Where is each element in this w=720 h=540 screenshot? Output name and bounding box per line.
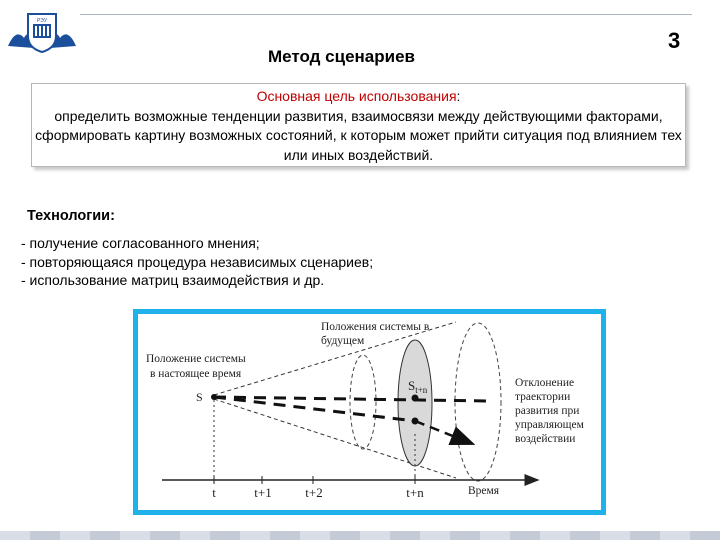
point-future bbox=[412, 395, 419, 402]
label-deviation-line: Отклонение bbox=[515, 377, 575, 389]
goal-text: определить возможные тенденции развития, взаимосвязи между действующими факторами, сформировать картину возможных состояний, к которым может прийти ситуация под влиянием тех или иных воздействий. bbox=[35, 107, 682, 163]
slide-title: Метод сценариев bbox=[268, 47, 415, 66]
label-point-stn: $S_{t+n}$ bbox=[408, 378, 428, 395]
scenario-diagram-frame bbox=[133, 309, 606, 515]
university-emblem-icon bbox=[4, 8, 80, 54]
cone-section-ellipse bbox=[350, 355, 376, 449]
label-deviation-line: развития при bbox=[515, 405, 580, 417]
tick-label-t: t bbox=[212, 485, 216, 500]
label-point-s: S bbox=[196, 390, 203, 404]
goal-heading-line bbox=[32, 87, 685, 107]
label-present-state-line1: Положение системы bbox=[146, 353, 246, 365]
goal-heading-colon: : bbox=[456, 88, 461, 104]
technology-item: - получение согласованного мнения; bbox=[21, 235, 260, 251]
scenario-cone-diagram bbox=[138, 314, 601, 510]
point-present bbox=[211, 394, 217, 400]
tick-label-t2: t+2 bbox=[305, 485, 323, 500]
tick-label-t1: t+1 bbox=[254, 485, 272, 500]
goal-heading: Основная цель использования bbox=[256, 88, 457, 104]
label-deviation-line: управляющем bbox=[515, 419, 584, 431]
technologies-list bbox=[21, 234, 373, 290]
technology-item: - использование матриц взаимодействия и др. bbox=[21, 272, 325, 288]
future-state-ellipse bbox=[398, 340, 432, 466]
university-logo bbox=[4, 8, 80, 54]
tick-label-tn: t+n bbox=[406, 485, 424, 500]
slide-number: 3 bbox=[668, 28, 681, 53]
footer-decoration bbox=[0, 531, 720, 540]
label-present-state-line2: в настоящее время bbox=[150, 368, 242, 380]
goal-box bbox=[31, 83, 686, 167]
label-deviation-line: траектории bbox=[515, 391, 571, 403]
technology-item: - повторяющаяся процедура независимых сценариев; bbox=[21, 253, 374, 270]
label-future-states-line2: будущем bbox=[321, 335, 365, 347]
axis-label-time: Время bbox=[468, 485, 500, 497]
label-deviation-line: воздействии bbox=[515, 433, 576, 445]
point-deviation bbox=[412, 418, 419, 425]
emblem-text: РЭУ bbox=[36, 18, 48, 24]
label-future-states-line1: Положения системы в bbox=[321, 321, 430, 333]
technologies-title: Технологии: bbox=[27, 208, 115, 224]
header-divider bbox=[80, 14, 692, 15]
